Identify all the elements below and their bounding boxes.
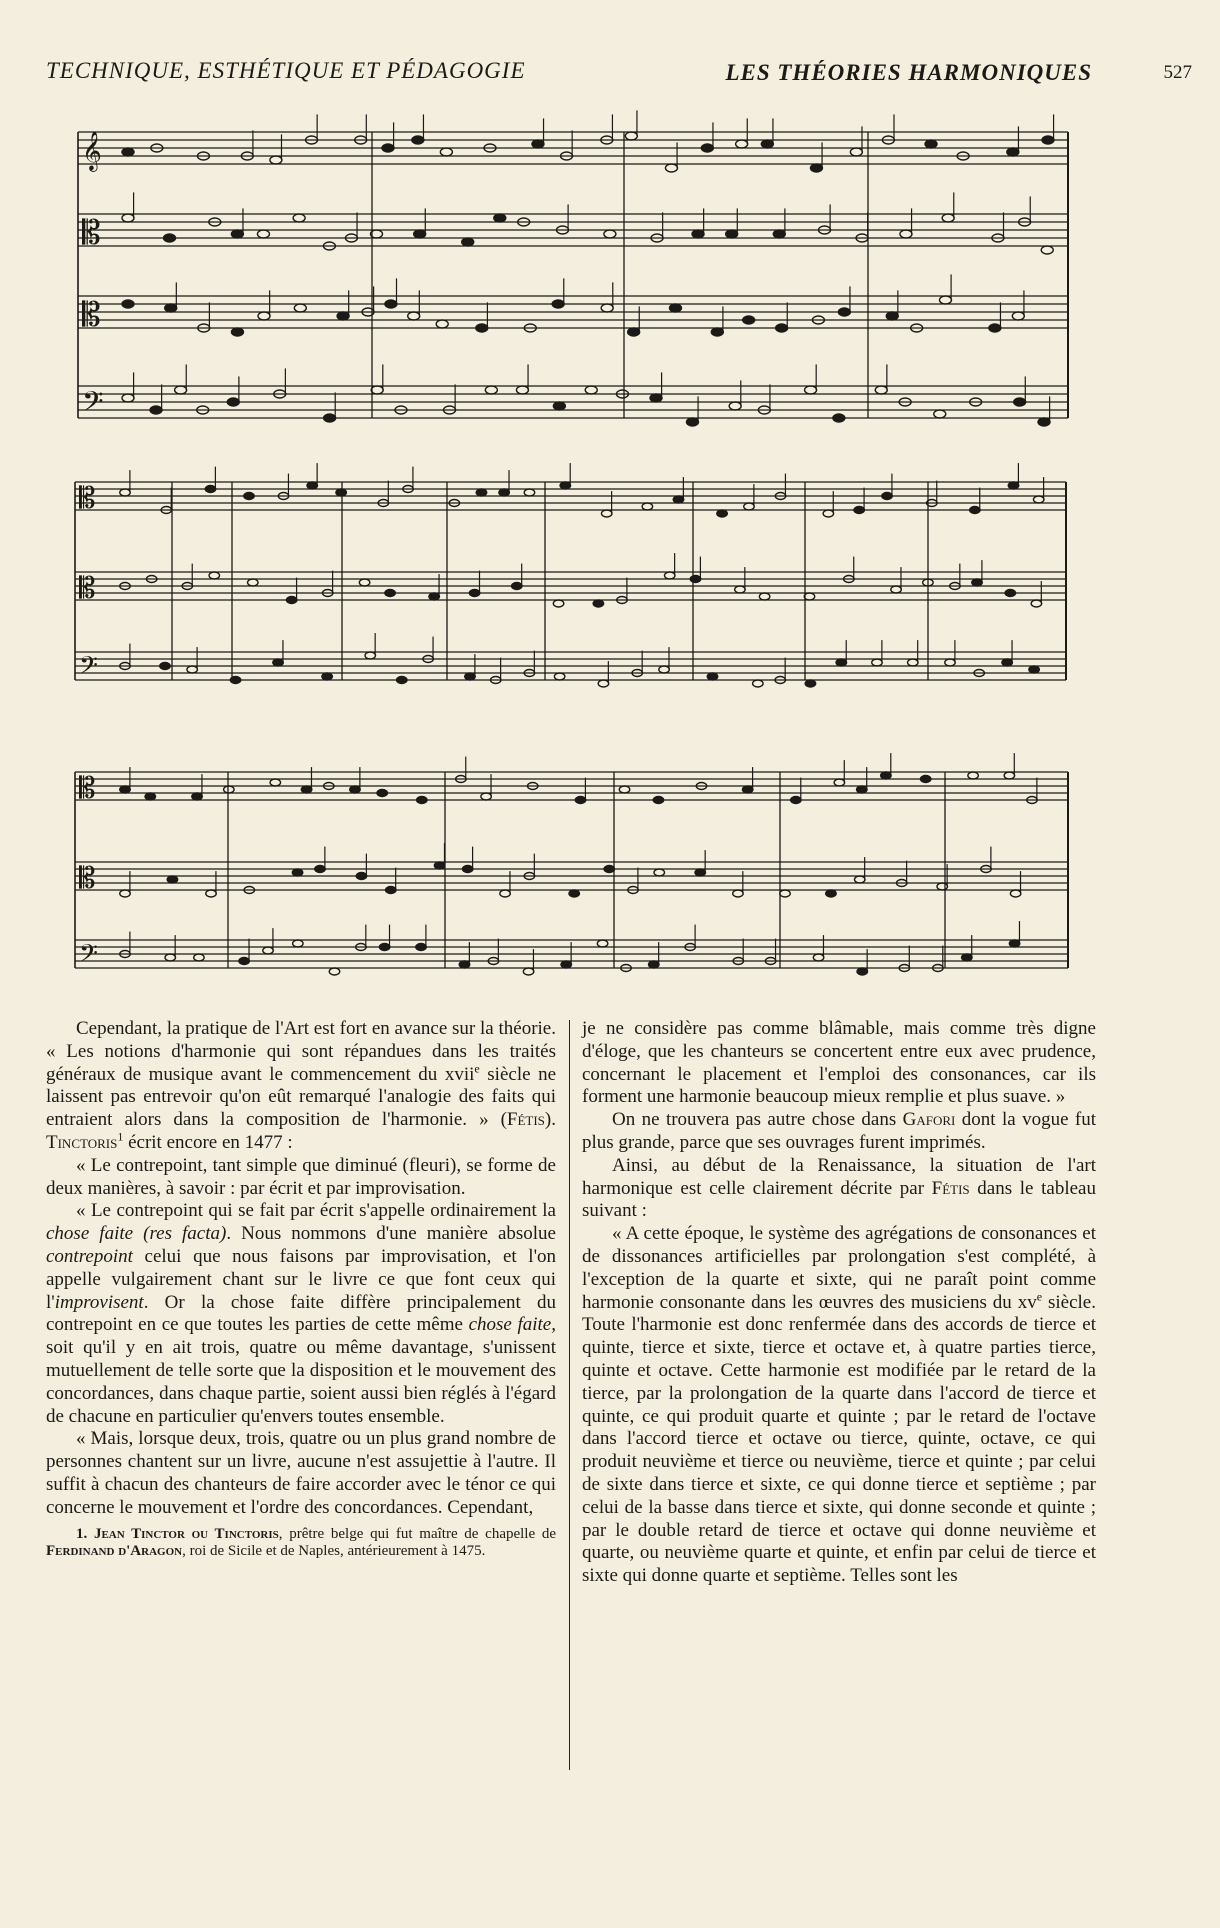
notehead	[619, 786, 630, 793]
notehead	[855, 876, 866, 883]
right-paragraph-2: On ne trouvera pas autre chose dans Gafori dont la vogue fut plus grande, parce que ses ouvrages furent imprimés.	[582, 1109, 1097, 1153]
notehead	[1042, 136, 1054, 144]
notehead	[1012, 312, 1024, 320]
notehead	[485, 386, 497, 394]
notehead	[810, 164, 822, 172]
notehead	[701, 144, 713, 152]
notehead	[324, 414, 336, 422]
notehead	[942, 214, 954, 222]
notehead	[412, 136, 424, 144]
column-divider	[569, 1020, 570, 1770]
notehead	[187, 666, 198, 673]
notehead	[650, 394, 662, 402]
notehead	[476, 489, 487, 496]
page-number: 527	[1163, 62, 1192, 83]
notehead	[462, 866, 473, 873]
footnote: 1. Jean Tinctor ou Tinctoris, prêtre belge qui fut maître de chapelle de Ferdinand d'Aragon, roi de Sicile et de Naples, antérieurement à 1475.	[46, 1525, 556, 1559]
notehead	[459, 961, 470, 968]
notehead	[593, 600, 604, 607]
notehead	[231, 230, 243, 238]
notehead	[365, 652, 376, 659]
notehead	[1029, 666, 1040, 673]
notehead	[733, 890, 744, 897]
notehead	[1008, 482, 1019, 489]
notehead	[293, 214, 305, 222]
notehead	[244, 493, 255, 500]
notehead	[122, 148, 134, 156]
notehead	[560, 482, 571, 489]
notehead	[465, 673, 476, 680]
notehead	[209, 572, 220, 579]
notehead	[561, 961, 572, 968]
notehead	[805, 386, 817, 394]
notehead	[968, 772, 979, 779]
treble-clef-icon: 𝄞	[82, 131, 102, 170]
c-clef-icon: 𝄡	[82, 213, 101, 252]
notehead	[416, 944, 427, 951]
notehead	[742, 786, 753, 793]
notehead	[552, 300, 564, 308]
notehead	[434, 862, 445, 869]
notehead	[598, 680, 609, 687]
notehead	[625, 132, 637, 140]
notehead	[717, 510, 728, 517]
notehead	[891, 586, 902, 593]
notehead	[711, 328, 723, 336]
notehead	[359, 579, 370, 586]
notehead	[286, 597, 297, 604]
right-paragraph-1: je ne considère pas comme blâmable, mais comme très digne d'éloge, que les chanteurs se concertent entre eux avec prudence, concernant le placement et l'emploi des consonances, car ils forment une harmonie beaucoup mieux remplie et plus suave. »	[582, 1018, 1096, 1108]
notehead	[989, 324, 1001, 332]
notehead	[743, 316, 755, 324]
notehead	[744, 503, 755, 510]
notehead	[836, 659, 847, 666]
notehead	[270, 779, 281, 786]
notehead	[726, 230, 738, 238]
notehead	[356, 873, 367, 880]
notehead	[175, 386, 187, 394]
notehead	[804, 593, 815, 600]
notehead	[481, 793, 492, 800]
notehead	[628, 328, 640, 336]
notehead	[382, 144, 394, 152]
notehead	[970, 507, 981, 514]
notehead	[322, 673, 333, 680]
notehead	[329, 968, 340, 975]
notehead	[164, 234, 176, 242]
notehead	[205, 486, 216, 493]
notehead	[476, 324, 488, 332]
notehead	[601, 304, 613, 312]
notehead	[494, 214, 506, 222]
notehead	[301, 786, 312, 793]
notehead	[886, 312, 898, 320]
notehead	[854, 507, 865, 514]
notehead	[776, 324, 788, 332]
left-column	[46, 1018, 556, 1560]
notehead	[385, 300, 397, 308]
notehead	[850, 148, 862, 156]
notehead	[838, 308, 850, 316]
bass-clef-icon: 𝄢	[82, 385, 104, 424]
notehead	[350, 786, 361, 793]
running-head-left: TECHNIQUE, ESTHÉTIQUE ET PÉDAGOGIE	[46, 58, 526, 83]
notehead	[872, 659, 883, 666]
notehead	[791, 797, 802, 804]
notehead	[224, 786, 235, 793]
notehead	[167, 876, 178, 883]
notehead	[553, 402, 565, 410]
notehead	[270, 156, 282, 164]
notehead	[881, 772, 892, 779]
notehead	[908, 659, 919, 666]
notehead	[294, 304, 306, 312]
notehead	[120, 489, 131, 496]
notehead	[653, 797, 664, 804]
left-paragraph-1: Cependant, la pratique de l'Art est fort en avance sur la théorie. « Les notions d'harmonie qui sont répandues dans les traités généraux de musique avant le commencement du xvii$^e$ siècle ne laissent pas entrevoir qu'on eût remarqué l'analogie des faits qui entraient alors dans la composition de l'harmonie. » (Fétis). Tinctoris$^1$ écrit encore en 1477 :	[46, 1018, 557, 1153]
notehead	[227, 398, 239, 406]
notehead	[145, 793, 156, 800]
running-head-right: LES THÉORIES HARMONIQUES	[725, 60, 1092, 85]
notehead	[408, 312, 420, 320]
notehead	[414, 230, 426, 238]
notehead	[1004, 772, 1015, 779]
notehead	[554, 673, 565, 680]
notehead	[1031, 600, 1042, 607]
notehead	[649, 961, 660, 968]
notehead	[257, 230, 269, 238]
notehead	[773, 230, 785, 238]
notehead	[604, 866, 615, 873]
notehead	[659, 666, 670, 673]
notehead	[385, 590, 396, 597]
notehead	[165, 304, 177, 312]
notehead	[735, 586, 746, 593]
notehead	[307, 482, 318, 489]
notehead	[569, 890, 580, 897]
notehead	[1038, 418, 1050, 426]
notehead	[386, 887, 397, 894]
notehead	[292, 869, 303, 876]
right-column	[582, 1018, 1096, 1588]
notehead	[337, 312, 349, 320]
notehead	[642, 503, 653, 510]
notehead	[673, 496, 684, 503]
notehead	[875, 386, 887, 394]
notehead	[1002, 659, 1013, 666]
notehead	[440, 148, 452, 156]
notehead	[857, 786, 868, 793]
notehead	[516, 386, 528, 394]
notehead	[597, 940, 608, 947]
notehead	[417, 797, 428, 804]
notehead	[120, 786, 131, 793]
left-paragraph-3: « Le contrepoint qui se fait par écrit s'appelle ordinairement la chose faite (res facta). Nous nommons d'une manière absolue contrepoint celui que nous faisons par improvisation, et l'on appelle vulgairement chant sur le livre ce que font ceux qui l'improvisent. Or la chose faite diffère principalement du contrepoint en ce que toutes les parties de cette même chose faite, soit qu'il y en ait trois, quatre ou même davantage, s'unissent mutuellement de telle sorte que la disposition et le mouvement des concordances, dans chaque partie, soient aussi bien réglés à l'égard de chacune en particulier qu'envers toutes ensemble.	[46, 1200, 556, 1427]
notehead	[194, 954, 205, 961]
notehead	[601, 510, 612, 517]
notehead	[834, 779, 845, 786]
notehead	[429, 593, 440, 600]
notehead	[1041, 246, 1053, 254]
notehead	[729, 402, 741, 410]
notehead	[273, 659, 284, 666]
notehead	[371, 386, 383, 394]
notehead	[192, 793, 203, 800]
c-clef-icon: 𝄡	[79, 571, 96, 605]
notehead	[523, 968, 534, 975]
notehead	[736, 140, 748, 148]
right-paragraph-4: « A cette époque, le système des agrégations de consonances et de dissonances artificielles par prolongation s'est complété, à l'exception de la quarte et sixte, qui ne paraît point comme harmonie consonante dans les œuvres des musiciens du $xv^e$ siècle. Toute l'harmonie est donc renfermée dans des accords de tierce et quinte, tierce et sixte, tierce et octave et, à quatre parties tierce, quinte et octave. Cette harmonie est modifiée par le retard de la tierce, par la prolongation de la quarte dans l'accord de tierce et quinte, ce qui produit quarte et quinte ; par le retard de l'octave dans l'accord tierce et octave ou tierce, quinte, octave, ce qui produit neuvième et tierce ou neuvième, tierce et quinte ; par celui de sixte dans tierce et sixte, ce qui donne tierce et septième ; par celui de la basse dans tierce et sixte, qui donne seconde et quinte ; par le double retard de tierce et octave qui donne neuvième et quarte, ou neuvième quarte et quinte, et enfin par celui de tierce et sixte qui donne quarte et septième. Telles sont les	[582, 1223, 1096, 1587]
notehead	[258, 312, 270, 320]
notehead	[707, 673, 718, 680]
notehead	[263, 947, 274, 954]
notehead	[780, 890, 791, 897]
bass-clef-icon: 𝄢	[79, 651, 98, 685]
notehead	[654, 869, 665, 876]
notehead	[377, 790, 388, 797]
notehead	[206, 890, 217, 897]
notehead	[686, 418, 698, 426]
c-clef-icon: 𝄡	[79, 861, 96, 895]
c-clef-icon: 𝄡	[79, 481, 96, 515]
notehead	[500, 890, 511, 897]
right-paragraph-3: Ainsi, au début de la Renaissance, la situation de l'art harmonique est celle clairement décrite par Fétis dans le tableau suivant :	[582, 1154, 1096, 1222]
footnote-marker[interactable]: 1	[117, 1129, 124, 1144]
notehead	[585, 386, 597, 394]
notehead	[692, 230, 704, 238]
notehead	[397, 677, 408, 684]
notehead	[499, 489, 510, 496]
notehead	[575, 797, 586, 804]
notehead	[1007, 148, 1019, 156]
notehead	[972, 579, 983, 586]
notehead	[336, 489, 347, 496]
notehead	[239, 958, 250, 965]
left-paragraph-4: « Mais, lorsque deux, trois, quatre ou un plus grand nombre de personnes chantent sur un livre, aucune n'est assujettie à l'autre. Il suffit à chacun des chanteurs de faire accorder avec le ténor ce qui concerne le mouvement et l'ordre des concordances. Cependant,	[46, 1428, 556, 1518]
notehead	[293, 940, 304, 947]
notehead	[1010, 890, 1021, 897]
notehead	[120, 890, 131, 897]
notehead	[761, 140, 773, 148]
notehead	[665, 164, 677, 172]
notehead	[524, 489, 535, 496]
notehead	[469, 590, 480, 597]
notehead	[695, 869, 706, 876]
notehead	[512, 583, 523, 590]
notehead	[553, 600, 564, 607]
notehead	[604, 230, 616, 238]
notehead	[532, 140, 544, 148]
notehead	[925, 140, 937, 148]
notehead	[248, 579, 259, 586]
notehead	[833, 414, 845, 422]
notehead	[669, 304, 681, 312]
notehead	[813, 954, 824, 961]
notehead	[122, 214, 134, 222]
notehead	[122, 394, 134, 402]
notehead	[664, 572, 675, 579]
notehead	[823, 510, 834, 517]
notehead	[436, 320, 448, 328]
c-clef-icon: 𝄡	[79, 771, 96, 805]
notehead	[805, 680, 816, 687]
notehead	[462, 238, 474, 246]
notehead	[882, 493, 893, 500]
bass-clef-icon: 𝄢	[79, 939, 98, 973]
notehead	[160, 663, 171, 670]
notehead	[937, 883, 948, 890]
notehead	[690, 576, 701, 583]
notehead	[920, 776, 931, 783]
notehead	[900, 230, 912, 238]
notehead	[934, 410, 946, 418]
notehead	[1009, 940, 1020, 947]
notehead	[1014, 398, 1026, 406]
notehead	[150, 406, 162, 414]
notehead	[826, 890, 837, 897]
c-clef-icon: 𝄡	[82, 295, 101, 334]
notehead	[1005, 590, 1016, 597]
notehead	[962, 954, 973, 961]
notehead	[379, 944, 390, 951]
notehead	[1033, 496, 1044, 503]
notehead	[939, 296, 951, 304]
left-paragraph-2: « Le contrepoint, tant simple que diminué (fleuri), se forme de deux manières, à savoir : par écrit et par improvisation.	[46, 1154, 556, 1199]
notehead	[165, 954, 176, 961]
notehead	[122, 300, 134, 308]
notehead	[759, 593, 770, 600]
notehead	[945, 659, 956, 666]
notehead	[753, 680, 764, 687]
notehead	[315, 866, 326, 873]
notehead	[857, 968, 868, 975]
notehead	[231, 328, 243, 336]
